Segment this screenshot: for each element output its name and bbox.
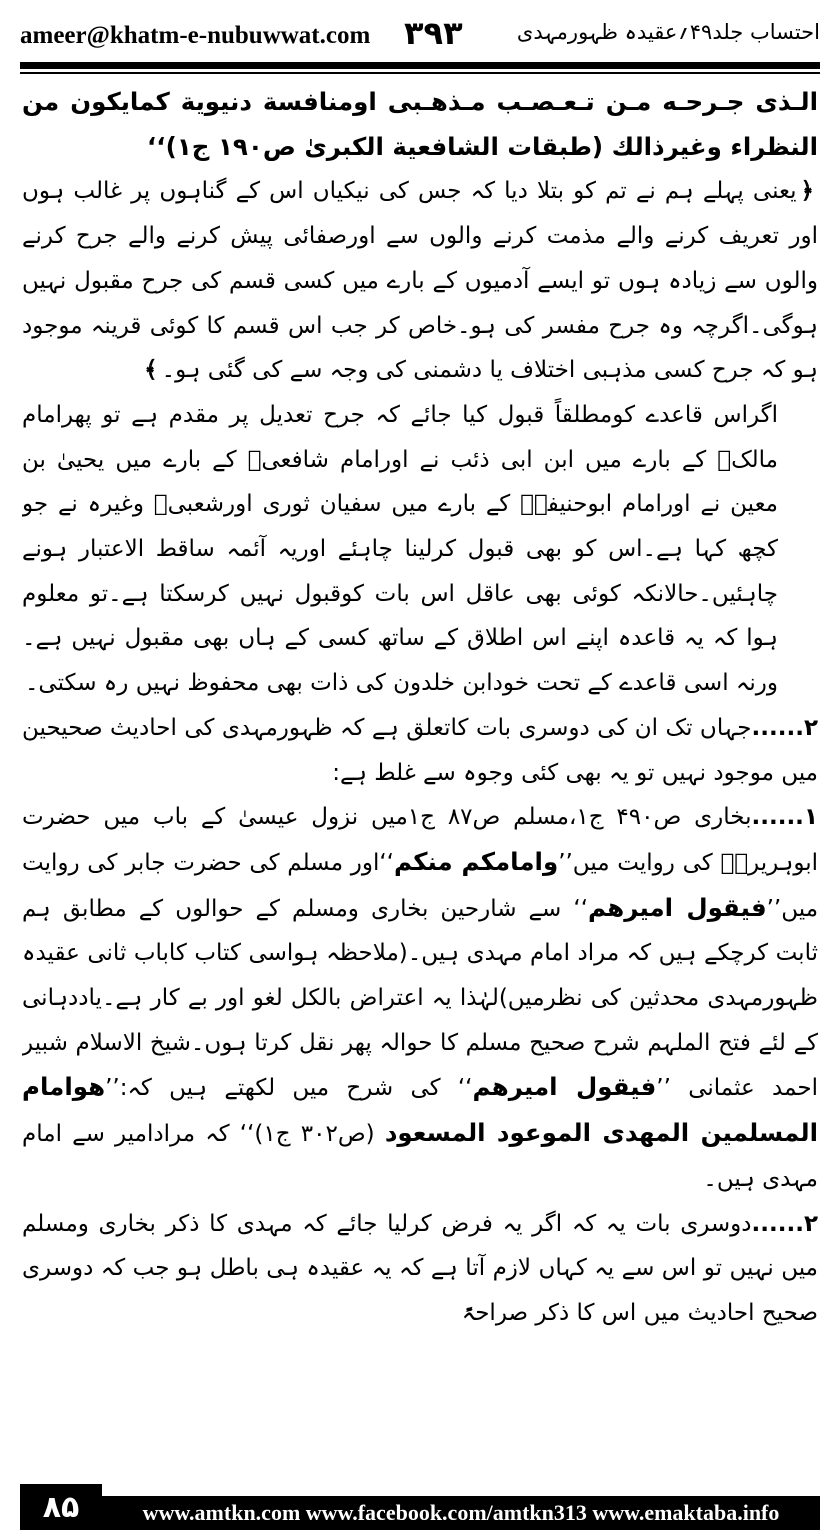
quote-translation-paragraph (22, 169, 818, 393)
ornament-close: ﴾ (144, 357, 158, 384)
footer-websites: www.amtkn.com www.facebook.com/amtkn313 www.emaktaba.info (142, 1500, 780, 1525)
sub-point-1-number: ۱...... (751, 804, 818, 831)
ornament-open: ﴿ (800, 178, 814, 205)
header-rule-thin (20, 72, 820, 74)
sub-point-1-arabic-4: هوامام المسلمین المهدی الموعود المسعود (22, 1072, 818, 1148)
sub-point-1-arabic-1: وامامکم منکم (393, 846, 559, 876)
header-email: ameer@khatm-e-nubuwwat.com (20, 22, 371, 49)
header-running-title: احتساب جلد۴۹؍عقیدہ ظہورمہدی (516, 20, 820, 44)
sub-point-2-number: ۲...... (751, 1210, 818, 1237)
footer-bar (20, 1489, 820, 1530)
point-2-paragraph (22, 706, 818, 795)
sub-point-1-arabic-3: فیقول امیرهم (472, 1072, 657, 1102)
header-page-number: ۳۹۳ (404, 14, 463, 52)
sub-point-1-text-c: ‘‘ سے شارحین بخاری ومسلم کے حوالوں کے مطابق ہم ثابت کرچکے ہیں کہ مراد امام مہدی ہیں۔(ملاحظہ ہواسی کتاب کاباب ثانی عقیدہ ظہورمہدی محدثین کی نظرمیں)لہٰذا یہ اعتراض بالکل لغو اور بے کار ہے۔یاددہانی کے لئے فتح الملہم شرح صحیح مسلم کا حوالہ پھر نقل کرتا ہوں۔شیخ الاسلام شبیر احمد عثمانی ’’ (22, 895, 818, 1102)
page-header (20, 14, 820, 58)
sub-point-2-paragraph (22, 1202, 818, 1336)
sub-point-1-text-b: ‘‘اور مسلم کی حضرت جابر کی روایت میں’’ (22, 849, 818, 922)
sub-point-1-paragraph (22, 795, 818, 1201)
sub-point-1-text-d: ‘‘ کی شرح میں لکھتے ہیں کہ:’’ (105, 1075, 473, 1102)
header-rule-thick (20, 62, 820, 69)
sub-point-2-text: دوسری بات یہ کہ اگر یہ فرض کرلیا جائے کہ مہدی کا ذکر بخاری ومسلم میں نہیں تو اس سے یہ کہاں لازم آتا ہے کہ یہ عقیدہ ہی باطل ہو جب کہ دوسری صحیح احادیث میں اس کا ذکر صراحۃً (22, 1210, 818, 1326)
point-2-number: ۲...... (751, 714, 818, 741)
sub-point-1-text-a: بخاری ص۴۹۰ ج۱،مسلم ص۸۷ ج۱میں نزول عیسیٰ کے باب میں حضرت ابوہریرہؓ کی روایت میں’’ (22, 804, 818, 876)
sub-point-1-text-e: (ص۳۰۲ ج۱)‘‘ کہ مرادامیر سے امام مہدی ہیں۔ (22, 1121, 818, 1192)
body-text (22, 80, 818, 1460)
sub-point-1-arabic-2: فیقول امیرهم (588, 892, 767, 922)
quote-translation: یعنی پہلے ہم نے تم کو بتلا دیا کہ جس کی نیکیاں اس کے گناہوں پر غالب ہوں اور تعریف کرنے والے مذمت کرنے والوں سے اورصفائی پیش کرنے والے جرح کرنے والوں سے زیادہ ہوں تو ایسے آدمیوں کے بارے میں کسی قسم کی جرح مقبول نہیں ہوگی۔اگرچہ وہ جرح مفسر کی ہو۔خاص کر جب اس قسم کا کوئی قرینہ موجود ہو کہ جرح کسی مذہبی اختلاف یا دشمنی کی وجہ سے کی گئی ہو۔ (22, 178, 818, 384)
point-2-text: جہاں تک ان کی دوسری بات کاتعلق ہے کہ ظہورمہدی کی احادیث صحیحین میں موجود نہیں تو یہ بھی کئی وجوہ سے غلط ہے: (22, 714, 818, 786)
paragraph-1: اگراس قاعدے کومطلقاً قبول کیا جائے کہ جرح تعدیل پر مقدم ہے تو پھرامام مالکؒ کے بارے میں ابن ابی ذئب نے اورامام شافعیؒ کے بارے میں یحییٰ بن معین نے اورامام ابوحنیفہؒ کے بارے میں سفیان ثوری اورشعبیؒ وغیرہ نے جو کچھ کہا ہے۔اس کو بھی قبول کرلینا چاہئے اوریہ آئمہ ساقط الاعتبار ہونے چاہئیں۔حالانکہ کوئی بھی عاقل اس بات کوقبول نہیں کرسکتا ہے۔تو معلوم ہوا کہ یہ قاعدہ اپنے اس اطلاق کے ساتھ کسی کے ہاں بھی مقبول نہیں ہے۔ورنہ اسی قاعدے کے تحت خودابن خلدون کی ذات بھی محفوظ نہیں رہ سکتی۔ (22, 401, 778, 697)
footer-folio: ۸۵ (20, 1484, 102, 1530)
arabic-quote: الـذی جـرحـه مـن تـعـصـب مـذهـبی اومنافسة دنیویة کمایکون من النظراء وغیرذالك (طبقات الشافعیة الکبریٰ ص۱۹۰ ج۱)‘‘ (22, 87, 818, 161)
